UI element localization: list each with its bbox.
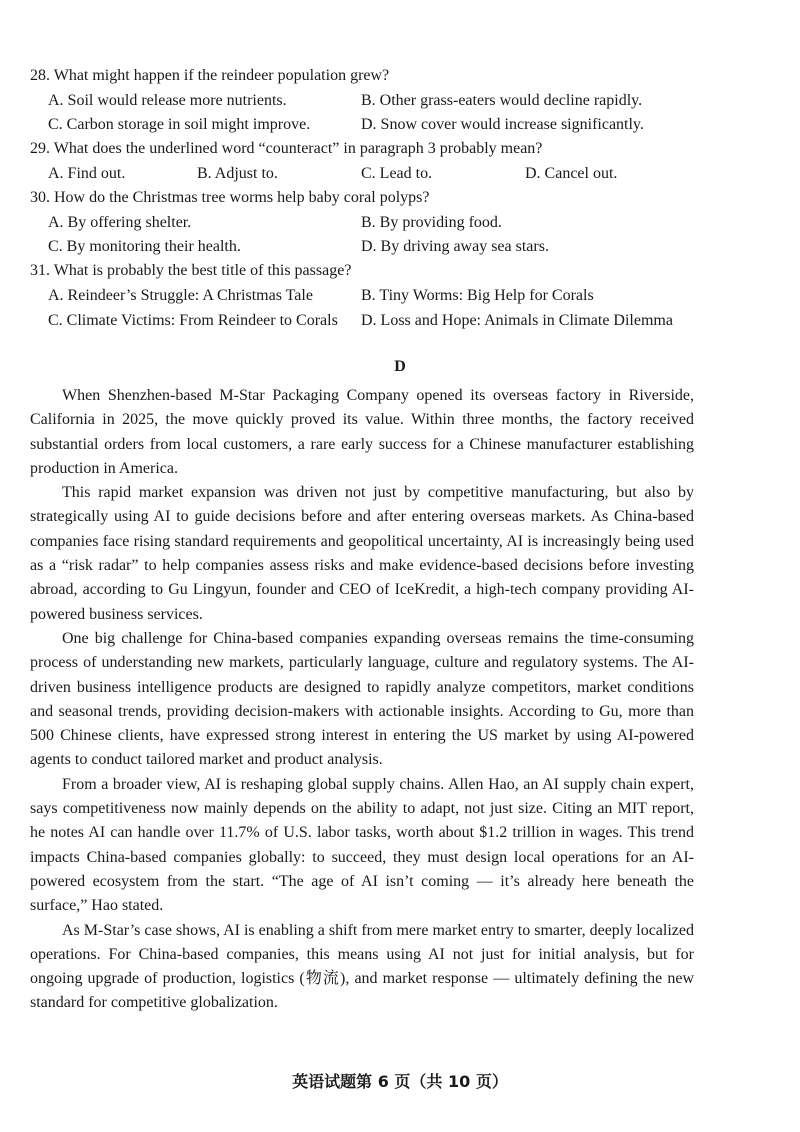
question-28-option-b: B. Other grass-eaters would decline rapidly.: [361, 92, 643, 109]
question-29-stem: 29. What does the underlined word “counteract” in paragraph 3 probably mean?: [30, 140, 543, 157]
question-29-option-b: B. Adjust to.: [197, 165, 278, 182]
question-28-option-c: C. Carbon storage in soil might improve.: [48, 116, 311, 133]
passage: [30, 384, 694, 1016]
passage-paragraph-3: One big challenge for China-based companies expanding overseas remains the time-consuming process of understanding new markets, particularly language, culture and regulatory systems. The AI-driven business intelligence products are designed to rapidly analyze competitors, market conditions and seasonal trends, providing decision-makers with actionable insights. According to Gu, more than 500 Chinese clients, have expressed strong interest in entering the US market by using AI-powered agents to conduct tailored market and product analysis.: [30, 629, 694, 769]
question-31-stem: 31. What is probably the best title of this passage?: [30, 262, 352, 279]
question-31-option-b: B. Tiny Worms: Big Help for Corals: [361, 287, 594, 304]
passage-paragraph-1: When Shenzhen-based M-Star Packaging Company opened its overseas factory in Riverside, California in 2025, the move quickly proved its value. Within three months, the factory received substantial orders from local customers, a rare early success for a Chinese manufacturer establishing production in America.: [30, 387, 694, 477]
question-30-stem: 30. How do the Christmas tree worms help baby coral polyps?: [30, 189, 430, 206]
question-29-option-a: A. Find out.: [48, 165, 126, 182]
question-31-option-d: D. Loss and Hope: Animals in Climate Dilemma: [361, 312, 673, 329]
question-30-option-d: D. By driving away sea stars.: [361, 238, 549, 255]
section-heading: D: [394, 358, 406, 375]
page-footer: 英语试题第 6 页（共 10 页）: [292, 1072, 508, 1091]
question-28-option-a: A. Soil would release more nutrients.: [48, 92, 287, 109]
question-31-option-a: A. Reindeer’s Struggle: A Christmas Tale: [48, 287, 313, 304]
question-29-option-c: C. Lead to.: [361, 165, 433, 182]
question-29-option-d: D. Cancel out.: [525, 165, 618, 182]
question-30-option-c: C. By monitoring their health.: [48, 238, 241, 255]
question-30-option-b: B. By providing food.: [361, 214, 502, 231]
passage-paragraph-5: As M-Star’s case shows, AI is enabling a shift from mere market entry to smarter, deeply localized operations. For China-based companies, this means using AI not just for initial analysis, but for ongoing upgrade of production, logistics (物流), and market response — ultimately defining the new standard for competitive globalization.: [30, 921, 694, 1012]
question-28-option-d: D. Snow cover would increase significantly.: [361, 116, 644, 133]
passage-paragraph-2: This rapid market expansion was driven not just by competitive manufacturing, but also by strategically using AI to guide decisions before and after entering overseas markets. As China-based companies face rising standard requirements and geopolitical uncertainty, AI is increasingly being used as a “risk radar” to help companies assess risks and make evidence-based decisions before investing abroad, according to Gu Lingyun, founder and CEO of IceKredit, a high-tech company providing AI-powered business services.: [30, 484, 694, 623]
passage-paragraph-4: From a broader view, AI is reshaping global supply chains. Allen Hao, an AI supply chain expert, says competitiveness now mainly depends on the ability to adapt, not just size. Citing an MIT report, he notes AI can handle over 11.7% of U.S. labor tasks, worth about $1.2 trillion in wages. This trend impacts China-based companies globally: to succeed, they must design local operations for an AI-powered ecosystem from the start. “The age of AI isn’t coming — it’s already here beneath the surface,” Hao stated.: [30, 775, 694, 915]
question-30-option-a: A. By offering shelter.: [48, 214, 192, 231]
question-31-option-c: C. Climate Victims: From Reindeer to Corals: [48, 312, 338, 329]
question-28-stem: 28. What might happen if the reindeer population grew?: [30, 67, 390, 84]
